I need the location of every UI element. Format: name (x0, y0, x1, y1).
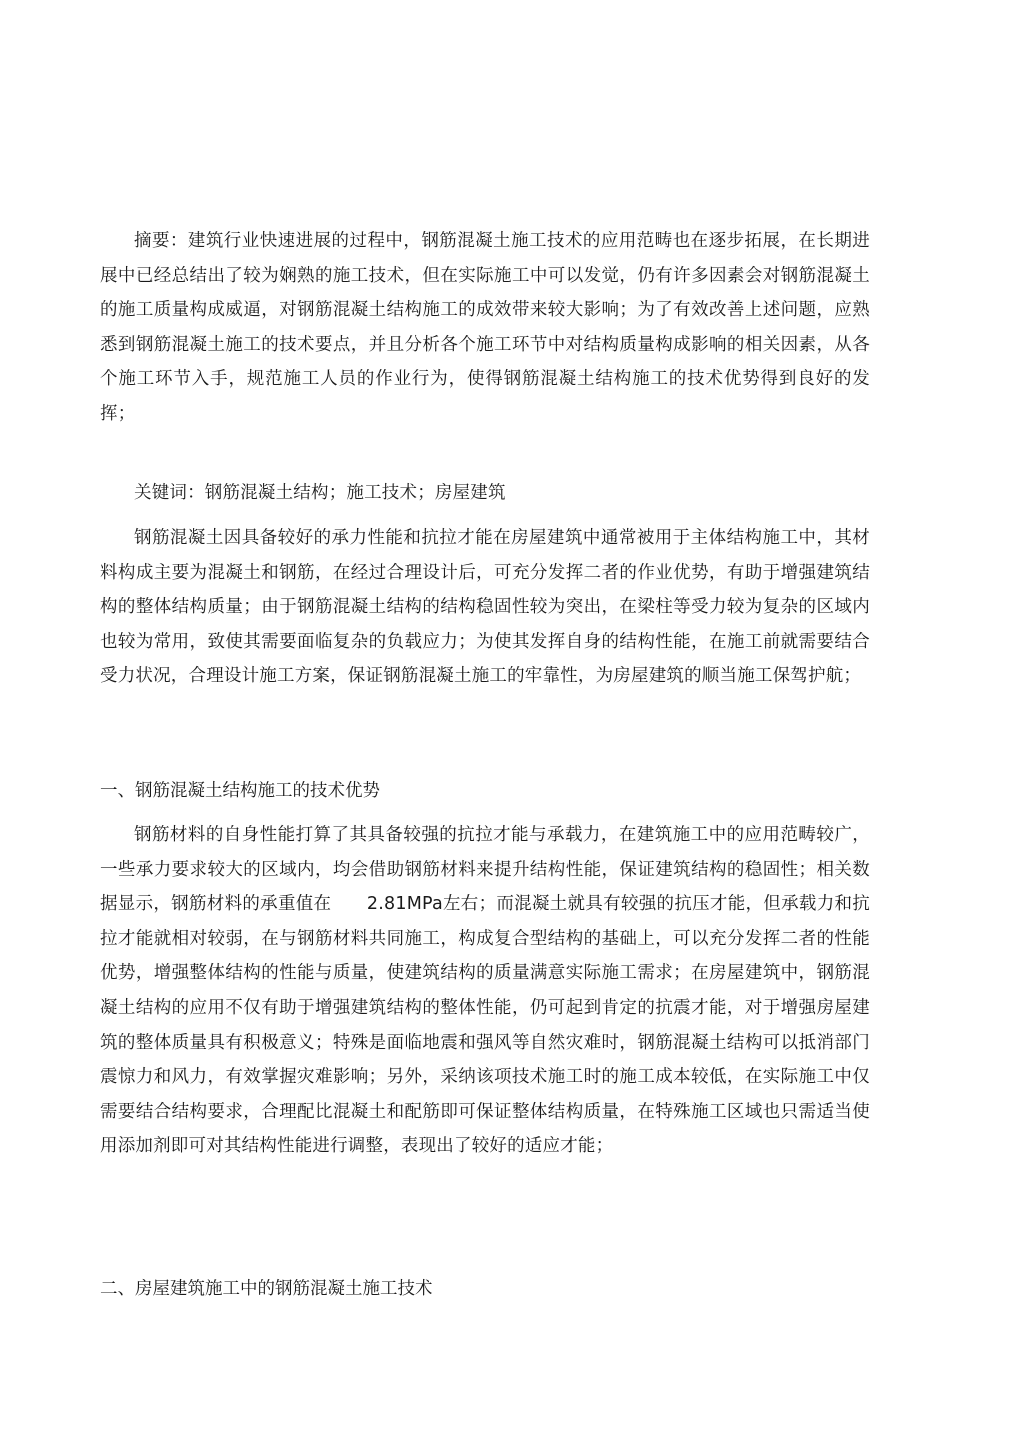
keywords-paragraph: 关键词：钢筋混凝土结构；施工技术；房屋建筑 (134, 483, 506, 503)
section-2-heading: 二、房屋建筑施工中的钢筋混凝土施工技术 (100, 1279, 433, 1299)
section-1-body-paragraph: 钢筋材料的自身性能打算了其具备较强的抗拉才能与承载力，在建筑施工中的应用范畴较广，一些承力要求较大的区域内，均会借助钢筋材料来提升结构性能，保证建筑结构的稳固性；相关数据显示，钢筋材料的承重值在 2.81MPa左右；而混凝土就具有较强的抗压才能，但承载力和抗拉才能就相对较弱，在与钢筋材料共同施工，构成复合型结构的基础上，可以充分发挥二者的性能优势，增强整体结构的性能与质量，使建筑结构的质量满意实际施工需求；在房屋建筑中，钢筋混凝土结构的应用不仅有助于增强建筑结构的整体性能，仍可起到肯定的抗震才能，对于增强房屋建筑的整体质量具有积极意义；特殊是面临地震和强风等自然灾难时，钢筋混凝土结构可以抵消部门震惊力和风力，有效掌握灾难影响；另外，采纳该项技术施工时的施工成本较低，在实际施工中仅需要结合结构要求，合理配比混凝土和配筋即可保证整体结构质量，在特殊施工区域也只需适当使用添加剂即可对其结构性能进行调整，表现出了较好的适应才能； (100, 825, 870, 1157)
intro-paragraph: 钢筋混凝土因具备较好的承力性能和抗拉才能在房屋建筑中通常被用于主体结构施工中，其材料构成主要为混凝土和钢筋，在经过合理设计后，可充分发挥二者的作业优势，有助于增强建筑结构的整体结构质量；由于钢筋混凝土结构的结构稳固性较为突出，在梁柱等受力较为复杂的区域内也较为常用，致使其需要面临复杂的负载应力；为使其发挥自身的结构性能，在施工前就需要结合受力状况，合理设计施工方案，保证钢筋混凝土施工的牢靠性，为房屋建筑的顺当施工保驾护航； (100, 528, 870, 687)
abstract-paragraph: 摘要：建筑行业快速进展的过程中，钢筋混凝土施工技术的应用范畴也在逐步拓展，在长期进展中已经总结出了较为娴熟的施工技术，但在实际施工中可以发觉，仍有许多因素会对钢筋混凝土的施工质量构成威逼，对钢筋混凝土结构施工的成效带来较大影响；为了有效改善上述问题，应熟悉到钢筋混凝土施工的技术要点，并且分析各个施工环节中对结构质量构成影响的相关因素，从各个施工环节入手，规范施工人员的作业行为，使得钢筋混凝土结构施工的技术优势得到良好的发挥； (100, 231, 870, 424)
section-1-heading: 一、钢筋混凝土结构施工的技术优势 (100, 781, 380, 801)
